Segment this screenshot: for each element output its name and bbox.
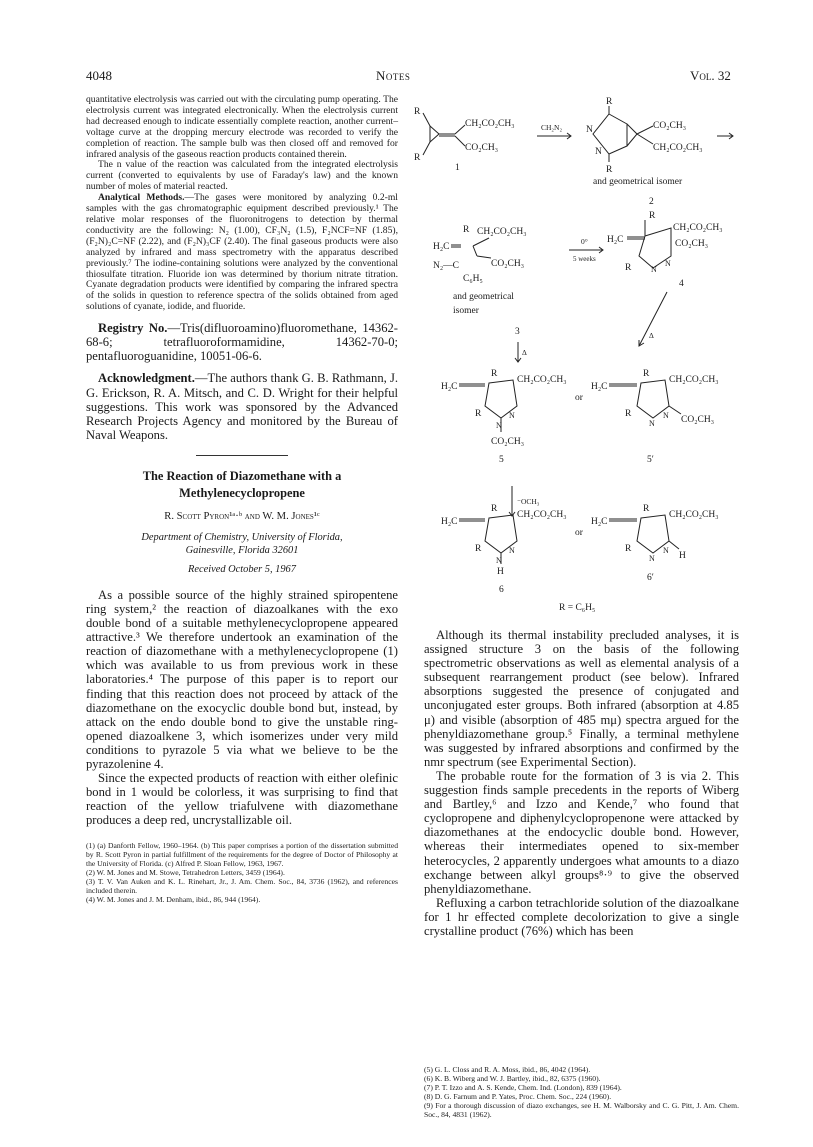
atom-label: N [496, 421, 502, 430]
atom-label: N [586, 125, 593, 135]
running-head: Notes [376, 68, 411, 83]
substituent-label: CH₂CO₂CH₃ [669, 510, 719, 520]
footnotes [86, 841, 398, 904]
atom-label: N [663, 546, 669, 555]
or-label: or [575, 393, 583, 403]
registry-heading: Registry No. [98, 321, 168, 336]
footnote: (8) D. G. Farnum and P. Yates, Proc. Chem. Soc., 224 (1960). [424, 1092, 612, 1101]
affiliation-city: Gainesville, Florida 32601 [185, 544, 299, 556]
isomer-note: isomer [453, 306, 479, 316]
section-heading: Analytical Methods. [98, 192, 185, 204]
footnote: (1) (a) Danforth Fellow, 1960–1964. (b) This paper comprises a portion of the dissertation submitted by R. Scott Pyron in partial fulfillment of the requirements for the degree of Doctor of Philosophy at the University of Florida. (c) Alfred P. Sloan Fellow, 1963, 1967. [86, 841, 398, 869]
substituent-label: H₂C [591, 517, 608, 527]
paragraph: quantitative electrolysis was carried out with the circulating pump operating. The electrolysis current was integrated electronically. When the electrolysis current had decreased enough to indicate essentially complete reaction, another current–voltage curve at the dropping mercury electrode was recorded to verify the completion of reaction. The sample bulb was then closed off and removed for infrared analysis of the gaseous reaction products contained therein. [86, 94, 398, 160]
substituent-label: C₆H₅ [463, 274, 483, 284]
acknowledgment-heading: Acknowledgment. [98, 371, 195, 386]
footnote: (7) P. T. Izzo and A. S. Kende, Chem. Ind. (London), 839 (1964). [424, 1083, 622, 1092]
atom-label: N [651, 265, 657, 274]
compound-number: 1 [455, 163, 460, 173]
registry-paragraph [86, 321, 398, 363]
compound-number: 2 [649, 197, 654, 207]
substituent-label: N₂—C [433, 261, 460, 271]
article-title-line2: Methylenecyclopropene [179, 485, 305, 500]
substituent-label: R [475, 409, 482, 419]
atom-label: N [649, 554, 655, 563]
substituent-label: R [414, 153, 421, 163]
affiliation: Department of Chemistry, University of Florida, [141, 531, 343, 543]
r-definition: R = C₆H₅ [559, 603, 596, 613]
footnote: (9) For a thorough discussion of diazo exchanges, see H. M. Walborsky and C. G. Pitt, J. Am. Chem. Soc., 84, 4831 (1962). [424, 1101, 739, 1119]
footnote: (2) W. M. Jones and M. Stowe, Tetrahedron Letters, 3459 (1964). [86, 868, 285, 878]
compound-number: 3 [515, 327, 520, 337]
condition-label: 0° [581, 237, 588, 246]
substituent-label: R [475, 544, 482, 554]
compound-number: 4 [679, 279, 684, 289]
substituent-label: CO₂CH₃ [675, 239, 709, 249]
footnote: (6) K. B. Wiberg and W. J. Bartley, ibid., 82, 6375 (1960). [424, 1074, 601, 1083]
acknowledgment-text: —The authors thank G. B. Rathmann, J. G. Erickson, R. A. Mitsch, and C. D. Wright for their helpful suggestions. This work was sponsored by the Advanced Research Projects Agency and monitored by the Bureau of Naval Weapons. [86, 371, 398, 442]
isomer-note: and geometrical [453, 292, 514, 302]
substituent-label: H [497, 567, 504, 577]
substituent-label: H₂C [441, 382, 458, 392]
substituent-label: CO₂CH₃ [491, 437, 525, 447]
acknowledgment-paragraph [86, 371, 398, 441]
reagent-label: ⁻OCH₃ [517, 497, 540, 506]
footnotes-right [424, 1065, 739, 1119]
substituent-label: CH₂CO₂CH₃ [653, 143, 703, 153]
page-number: 4048 [86, 68, 112, 83]
substituent-label: CH₂CO₂CH₃ [673, 223, 723, 233]
reagent-label: CH₂N₂ [541, 123, 563, 132]
body-paragraph: Refluxing a carbon tetrachloride solution of the diazoalkane for 1 hr effected complete decolorization to give a single crystalline product (76%) which has been [424, 895, 739, 938]
paragraph-text: —The gases were monitored by analyzing 0.2-ml samples with the gas chromatographic equipment described previously.¹ The relative molar responses of the fluoronitrogens to detection by thermal conductivity are the following: N₂ (1.00), CF₃N₂ (1.5), F₂NCF=NF (1.85), (F₂N)₂C=NF (2.22), and (F₂N)₃CF (2.40). The final gaseous products were also analyzed by infrared and mass spectrometry with the apparatus described previously.⁷ The iodine-containing solutions were analyzed by the conventional thiosulfate titration. Fluoride ion was determined by thorium nitrate titration. Cyanate degradation products were identified by comparing the infrared spectra of the solids in question to reference spectra of the solids obtained from aged solutions of cyanate, iodide, and fluoride. [86, 192, 398, 313]
atom-label: N [509, 546, 515, 555]
received-date: Received October 5, 1967 [188, 563, 296, 575]
or-label: or [575, 528, 583, 538]
paragraph [86, 193, 398, 313]
left-column [86, 95, 398, 904]
right-column [424, 628, 739, 938]
reaction-scheme [413, 88, 743, 628]
substituent-label: R [643, 369, 650, 379]
registry-text: —Tris(difluoroamino)fluoromethane, 14362-68-6; tetrafluoroformamidine, 14362-70-0; pentafluoroguanidine, 10051-06-6. [86, 321, 398, 364]
author-line: R. Scott Pyron¹ᵃ·ᵇ and W. M. Jones¹ᶜ [164, 510, 320, 522]
substituent-label: CH₂CO₂CH₃ [517, 375, 567, 385]
substituent-label: R [625, 544, 632, 554]
volume-label: Vol. 32 [690, 68, 731, 83]
substituent-label: R [463, 225, 470, 235]
substituent-label: CO₂CH₃ [653, 121, 687, 131]
atom-label: N [496, 556, 502, 565]
footnote: (4) W. M. Jones and J. M. Denham, ibid., 86, 944 (1964). [86, 895, 261, 905]
substituent-label: H [679, 551, 686, 561]
substituent-label: H₂C [607, 235, 624, 245]
substituent-label: H₂C [433, 242, 450, 252]
body-paragraph: The probable route for the formation of 3 is via 2. This suggestion finds sample precedents in the reports of Wiberg and Bartley,⁶ and Izzo and Kende,⁷ who found that cyclopropene and diphenylcyclopropenone were attacked by diazomethanes at the endocyclic double bond. However, whereas their intermediates opened to six-member heterocycles, 2 apparently undergoes what amounts to a diazo exchange between alkyl groups⁸·⁹ to give the observed phenyldiazomethane. [424, 768, 739, 896]
substituent-label: CH₂CO₂CH₃ [477, 227, 527, 237]
substituent-label: H₂C [441, 517, 458, 527]
condition-label: Δ [522, 348, 527, 357]
substituent-label: R [649, 211, 656, 221]
atom-label: N [509, 411, 515, 420]
compound-number: 6′ [647, 573, 654, 583]
substituent-label: R [606, 97, 613, 107]
isomer-note: and geometrical isomer [593, 177, 683, 187]
footnote: (3) T. V. Van Auken and K. L. Rinehart, Jr., J. Am. Chem. Soc., 84, 3736 (1962), and references included therein. [86, 877, 398, 896]
substituent-label: H₂C [591, 382, 608, 392]
condition-label: 5 weeks [573, 255, 596, 263]
compound-number: 5 [499, 455, 504, 465]
substituent-label: CH₂CO₂CH₃ [517, 510, 567, 520]
substituent-label: R [643, 504, 650, 514]
substituent-label: CH₂CO₂CH₃ [465, 119, 515, 129]
substituent-label: CO₂CH₃ [465, 143, 499, 153]
compound-number: 5′ [647, 455, 654, 465]
atom-label: N [595, 147, 602, 157]
substituent-label: R [491, 369, 498, 379]
substituent-label: R [625, 409, 632, 419]
substituent-label: R [491, 504, 498, 514]
condition-label: Δ [649, 331, 654, 340]
substituent-label: R [414, 107, 421, 117]
substituent-label: CH₂CO₂CH₃ [669, 375, 719, 385]
article-title: The Reaction of Diazomethane with a [142, 468, 342, 483]
compound-number: 6 [499, 585, 504, 595]
section-divider [196, 455, 288, 456]
paragraph: The n value of the reaction was calculated from the integrated electrolysis current (converted to equivalents by use of Faraday's law) and the known number of moles of material reacted. [86, 159, 398, 193]
substituent-label: CO₂CH₃ [491, 259, 525, 269]
body-paragraph: Although its thermal instability precluded analyses, it is assigned structure 3 on the basis of the following spectrometric observations as well as elemental analysis of a subsequent rearrangement product (see below). Infrared absorptions suggested the presence of conjugated and unconjugated ester groups. Both infrared (absorption at 4.85 μ) and visible (absorption of 485 mμ) spectra argued for the phenyldiazomethane group.⁵ Finally, a terminal methylene was suggested by infrared absorptions and confirmed by the nmr spectrum (see Experimental Section). [424, 628, 739, 769]
atom-label: N [649, 419, 655, 428]
substituent-label: CO₂CH₃ [681, 415, 715, 425]
body-paragraph: As a possible source of the highly strained spiropentene ring system,² the reaction of diazoalkanes with the exo double bond of a suitable methylenecyclopropene appeared attractive.³ We therefore undertook an examination of the reaction of diazomethane with a methylenecyclopropene (1) which was available to us from previous work in these laboratories.⁴ The purpose of this paper is to report our finding that this reaction does not proceed by attack of the diazomethane on the exocyclic double bond but, instead, by attack on the endo double bond to give the unstable ring-opened diazoalkene 3, which isomerizes under very mild conditions to pyrazole 5 via what we believe to be the pyrazolenine 4. [86, 587, 398, 771]
atom-label: N [663, 411, 669, 420]
atom-label: N [665, 259, 671, 268]
substituent-label: R [625, 263, 632, 273]
body-paragraph: Since the expected products of reaction with either olefinic bond in 1 would be colorless, it was surprising to find that reaction of the yellow triafulvene with diazomethane produces a deep red, uncrystallizable oil. [86, 771, 398, 828]
substituent-label: R [606, 165, 613, 175]
footnote: (5) G. L. Closs and R. A. Moss, ibid., 86, 4042 (1964). [424, 1065, 591, 1074]
